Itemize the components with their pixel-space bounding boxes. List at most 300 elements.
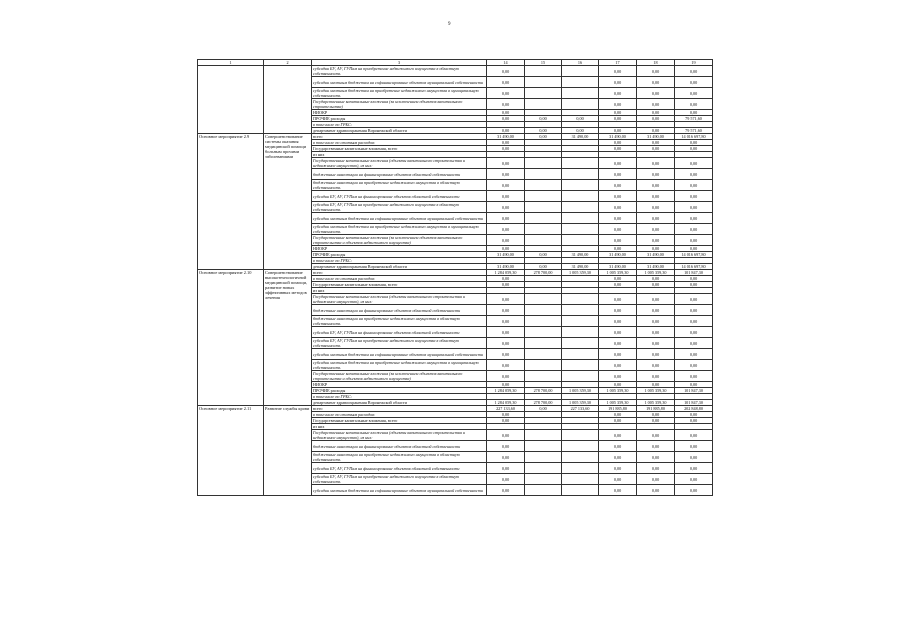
expense-category-label: бюджетные инвестиции на приобретение недвижимого имущества в областную собственность [312,180,487,191]
amount-cell: 0,00 [487,327,525,338]
amount-cell: 0,00 [637,418,675,424]
amount-cell: 0,00 [675,146,713,152]
expense-category-label: бюджетные инвестиции на приобретение недвижимого имущества в областную собственность [312,316,487,327]
expense-category-label: НИОКР [312,246,487,252]
expense-category-label: из них [312,424,487,430]
expense-category-label: в том числе по ГРБС: [312,258,487,264]
amount-cell: 0,00 [675,338,713,349]
expense-category-label: субсидии местным бюджетам на приобретение недвижимого имущества в муниципальную собственность [312,224,487,235]
amount-cell: 0,00 [487,116,525,122]
amount-cell [562,371,599,382]
amount-cell: 0,00 [637,382,675,388]
amount-cell: 0,00 [637,474,675,485]
amount-cell: 0,00 [599,418,637,424]
amount-cell: 0,00 [487,213,525,224]
amount-cell: 0,00 [487,441,525,452]
expense-category-label: всего [312,270,487,276]
amount-cell [562,66,599,77]
amount-cell: 0,00 [637,371,675,382]
amount-cell: 0,00 [637,99,675,110]
amount-cell [562,235,599,246]
amount-cell: 0,00 [599,360,637,371]
amount-cell: 0,00 [675,88,713,99]
column-header: 1 [198,60,264,66]
amount-cell: 0,00 [637,88,675,99]
amount-cell: 79 571,60 [675,116,713,122]
amount-cell: 0,00 [487,202,525,213]
amount-cell: 0,00 [599,110,637,116]
amount-cell [562,327,599,338]
expense-category-label: департамент здравоохранения Воронежской области [312,264,487,270]
amount-cell: 0,00 [599,294,637,305]
amount-cell: 0,00 [487,110,525,116]
amount-cell: 0,00 [637,77,675,88]
amount-cell [562,485,599,496]
amount-cell: 0,00 [487,474,525,485]
amount-cell: 31 490,00 [562,134,599,140]
amount-cell [562,191,599,202]
amount-cell [562,349,599,360]
amount-cell: 0,00 [487,430,525,441]
amount-cell: 31 490,00 [487,134,525,140]
amount-cell [525,452,562,463]
amount-cell: 0,00 [599,128,637,134]
expense-category-label: субсидии местным бюджетам на софинансирование объектов муниципальной собственности [312,485,487,496]
amount-cell: 0,00 [675,452,713,463]
amount-cell: 101 847,30 [675,400,713,406]
amount-cell: 0,00 [675,235,713,246]
amount-cell: 1 005 359,30 [637,400,675,406]
table-row [198,66,713,77]
amount-cell: 191 885,80 [599,406,637,412]
amount-cell: 0,00 [637,441,675,452]
amount-cell: 1 005 359,30 [599,270,637,276]
amount-cell: 0,00 [562,128,599,134]
amount-cell [562,213,599,224]
amount-cell: 227 133,60 [562,406,599,412]
amount-cell [562,452,599,463]
expense-category-label: бюджетные инвестиции на финансирование объектов областной собственности [312,169,487,180]
amount-cell: 0,00 [637,327,675,338]
amount-cell: 31 490,00 [599,252,637,258]
expense-category-label: субсидии местным бюджетам на приобретение недвижимого имущества в муниципальную собственность [312,360,487,371]
amount-cell: 0,00 [675,158,713,169]
amount-cell: 0,00 [599,474,637,485]
amount-cell: 0,00 [637,463,675,474]
amount-cell: 0,00 [675,66,713,77]
amount-cell: 0,00 [675,371,713,382]
amount-cell: 0,00 [637,191,675,202]
amount-cell [562,441,599,452]
amount-cell [525,191,562,202]
expense-category-label: Государственные капитальные вложения (объекты капитального строительства и недвижимое имущество), из них: [312,430,487,441]
amount-cell: 0,00 [599,202,637,213]
expense-category-label: всего [312,406,487,412]
amount-cell: 0,00 [637,294,675,305]
amount-cell: 0,00 [599,66,637,77]
activity-name: Развитие службы крови [264,406,312,496]
activity-code: Основное мероприятие 2.9 [198,134,264,270]
amount-cell: 0,00 [599,349,637,360]
amount-cell [562,99,599,110]
amount-cell: 0,00 [487,463,525,474]
amount-cell: 0,00 [637,276,675,282]
amount-cell: 191 885,80 [637,406,675,412]
amount-cell [525,371,562,382]
expense-category-label: Государственные капитальные вложения (объекты капитального строительства и недвижимое имущество), из них: [312,294,487,305]
expense-category-label: Государственные капитальные вложения (объекты капитального строительства и недвижимое имущество), из них: [312,158,487,169]
amount-cell: 1 284 059,30 [487,270,525,276]
amount-cell: 0,00 [637,452,675,463]
amount-cell [525,213,562,224]
expense-category-label: субсидии местным бюджетам на софинансирование объектов муниципальной собственности [312,77,487,88]
amount-cell: 14 016 697,80 [675,134,713,140]
amount-cell [525,66,562,77]
amount-cell: 0,00 [487,169,525,180]
column-header: 15 [525,60,562,66]
amount-cell: 0,00 [525,134,562,140]
amount-cell: 79 571,60 [675,128,713,134]
amount-cell: 14 016 697,80 [675,264,713,270]
amount-cell: 0,00 [637,202,675,213]
column-header: 14 [487,60,525,66]
amount-cell: 0,00 [599,276,637,282]
amount-cell [562,316,599,327]
expense-category-label: из них [312,288,487,294]
amount-cell: 0,00 [525,128,562,134]
amount-cell: 0,00 [637,110,675,116]
activity-code: Основное мероприятие 2.11 [198,406,264,496]
amount-cell: 0,00 [599,382,637,388]
amount-cell: 31 490,00 [599,134,637,140]
amount-cell: 0,00 [675,327,713,338]
amount-cell: 1 005 359,30 [562,270,599,276]
expense-category-label: Государственные капитальные вложения, всего [312,146,487,152]
amount-cell: 0,00 [675,77,713,88]
amount-cell: 0,00 [487,140,525,146]
amount-cell: 101 847,30 [675,270,713,276]
amount-cell: 0,00 [599,338,637,349]
amount-cell: 0,00 [675,180,713,191]
amount-cell: 0,00 [487,338,525,349]
amount-cell: 0,00 [487,371,525,382]
amount-cell: 0,00 [675,382,713,388]
expense-category-label: Государственные капитальные вложения (за исключением объектов капитального строительства и объектов недвижимого имущества) [312,235,487,246]
amount-cell: 0,00 [599,99,637,110]
amount-cell: 0,00 [675,140,713,146]
amount-cell [562,224,599,235]
amount-cell [525,88,562,99]
amount-cell: 0,00 [487,294,525,305]
amount-cell: 0,00 [487,191,525,202]
expense-category-label: ПРОЧИЕ расходы [312,116,487,122]
budget-table [197,59,713,496]
amount-cell: 0,00 [487,418,525,424]
amount-cell: 1 005 359,30 [637,388,675,394]
amount-cell: 0,00 [675,441,713,452]
amount-cell: 0,00 [675,360,713,371]
amount-cell: 0,00 [675,349,713,360]
amount-cell: 0,00 [637,338,675,349]
amount-cell [525,224,562,235]
amount-cell [562,294,599,305]
amount-cell: 0,00 [675,474,713,485]
amount-cell: 0,00 [599,88,637,99]
amount-cell: 227 133,60 [487,406,525,412]
amount-cell: 0,00 [637,146,675,152]
amount-cell: 101 847,30 [675,388,713,394]
expense-category-label: департамент здравоохранения Воронежской области [312,128,487,134]
expense-category-label: Государственные капитальные вложения (за исключением объектов капитального строительства) [312,99,487,110]
amount-cell [562,338,599,349]
amount-cell: 0,00 [599,327,637,338]
amount-cell [525,305,562,316]
amount-cell: 0,00 [487,276,525,282]
expense-category-label: Государственные капитальные вложения, всего [312,418,487,424]
amount-cell: 31 490,00 [637,134,675,140]
amount-cell [525,202,562,213]
amount-cell: 0,00 [675,485,713,496]
amount-cell: 0,00 [487,128,525,134]
amount-cell: 0,00 [525,116,562,122]
expense-category-label: субсидии БУ, АУ, ГУПам на финансирование объектов областной собственности [312,191,487,202]
amount-cell: 0,00 [599,116,637,122]
amount-cell: 0,00 [675,282,713,288]
amount-cell: 0,00 [675,246,713,252]
amount-cell: 0,00 [487,349,525,360]
amount-cell: 0,00 [675,316,713,327]
amount-cell: 0,00 [599,452,637,463]
expense-category-label: субсидии местным бюджетам на софинансирование объектов муниципальной собственности [312,213,487,224]
amount-cell: 0,00 [599,235,637,246]
expense-category-label: субсидии БУ, АУ, ГУПам на приобретение недвижимого имущества в областную собственность [312,66,487,77]
amount-cell: 0,00 [599,180,637,191]
expense-category-label: НИОКР [312,382,487,388]
amount-cell: 0,00 [487,235,525,246]
amount-cell: 0,00 [637,224,675,235]
expense-category-label: в том числе по статьям расходов: [312,276,487,282]
amount-cell: 0,00 [675,294,713,305]
amount-cell: 0,00 [637,282,675,288]
amount-cell: 0,00 [525,264,562,270]
amount-cell: 31 490,00 [599,264,637,270]
amount-cell [562,430,599,441]
amount-cell [525,463,562,474]
amount-cell: 0,00 [637,360,675,371]
amount-cell: 0,00 [599,412,637,418]
amount-cell: 0,00 [637,412,675,418]
amount-cell: 0,00 [637,430,675,441]
column-header: 16 [562,60,599,66]
amount-cell [525,294,562,305]
expense-category-label: субсидии местным бюджетам на приобретение недвижимого имущества в муниципальную собственность [312,88,487,99]
amount-cell: 0,00 [599,282,637,288]
amount-cell: 0,00 [487,99,525,110]
amount-cell [562,305,599,316]
expense-category-label: субсидии местным бюджетам на софинансирование объектов муниципальной собственности [312,349,487,360]
amount-cell [525,338,562,349]
amount-cell: 278 700,00 [525,388,562,394]
amount-cell: 0,00 [675,276,713,282]
expense-category-label: субсидии БУ, АУ, ГУПам на приобретение недвижимого имущества в областную собственность [312,474,487,485]
amount-cell: 0,00 [599,430,637,441]
amount-cell: 1 005 359,30 [599,400,637,406]
amount-cell: 202 848,80 [675,406,713,412]
amount-cell: 31 490,00 [637,252,675,258]
expense-category-label: ПРОЧИЕ расходы [312,388,487,394]
amount-cell: 0,00 [525,406,562,412]
amount-cell: 0,00 [487,77,525,88]
amount-cell: 0,00 [487,485,525,496]
column-header: 18 [637,60,675,66]
amount-cell: 0,00 [487,88,525,99]
expense-category-label: в том числе по ГРБС: [312,394,487,400]
expense-category-label: НИОКР [312,110,487,116]
amount-cell: 1 284 059,30 [487,400,525,406]
expense-category-label: ПРОЧИЕ расходы [312,252,487,258]
amount-cell: 31 490,00 [562,252,599,258]
amount-cell [525,158,562,169]
activity-code [198,66,264,134]
expense-category-label: Государственные капитальные вложения, всего [312,282,487,288]
amount-cell: 0,00 [675,202,713,213]
amount-cell: 0,00 [562,116,599,122]
amount-cell: 0,00 [487,224,525,235]
amount-cell [562,202,599,213]
amount-cell: 0,00 [487,316,525,327]
activity-name: Совершенствование высокотехнологичной медицинской помощи, развитие новых эффективных методов лечения [264,270,312,406]
amount-cell: 0,00 [675,99,713,110]
expense-category-label: субсидии БУ, АУ, ГУПам на приобретение недвижимого имущества в областную собственность [312,202,487,213]
amount-cell: 0,00 [675,412,713,418]
amount-cell: 0,00 [675,224,713,235]
column-header: 19 [675,60,713,66]
amount-cell: 0,00 [637,485,675,496]
amount-cell: 0,00 [637,180,675,191]
amount-cell: 0,00 [599,463,637,474]
expense-category-label: в том числе по статьям расходов: [312,412,487,418]
amount-cell: 0,00 [487,180,525,191]
expense-category-label: из них [312,152,487,158]
amount-cell: 0,00 [637,140,675,146]
activity-code: Основное мероприятие 2.10 [198,270,264,406]
amount-cell [525,430,562,441]
amount-cell: 0,00 [675,463,713,474]
amount-cell: 0,00 [487,246,525,252]
amount-cell: 0,00 [487,66,525,77]
activity-name: Совершенствование системы оказания медицинской помощи больным прочими заболеваниями [264,134,312,270]
amount-cell: 0,00 [487,305,525,316]
amount-cell: 0,00 [487,282,525,288]
amount-cell: 0,00 [599,316,637,327]
amount-cell: 0,00 [599,169,637,180]
amount-cell: 0,00 [599,77,637,88]
amount-cell [525,77,562,88]
amount-cell: 0,00 [487,382,525,388]
amount-cell [525,485,562,496]
amount-cell: 0,00 [599,371,637,382]
expense-category-label: субсидии БУ, АУ, ГУПам на приобретение недвижимого имущества в областную собственность [312,338,487,349]
amount-cell: 0,00 [487,360,525,371]
amount-cell: 31 490,00 [637,264,675,270]
amount-cell: 31 490,00 [487,252,525,258]
amount-cell: 0,00 [599,305,637,316]
amount-cell: 0,00 [637,128,675,134]
amount-cell [562,180,599,191]
expense-category-label: бюджетные инвестиции на приобретение недвижимого имущества в областную собственность [312,452,487,463]
amount-cell [525,360,562,371]
expense-category-label: департамент здравоохранения Воронежской области [312,400,487,406]
amount-cell: 0,00 [599,224,637,235]
amount-cell [562,88,599,99]
amount-cell: 0,00 [637,349,675,360]
column-header: 3 [312,60,487,66]
amount-cell: 1 005 359,30 [637,270,675,276]
amount-cell [525,99,562,110]
amount-cell: 0,00 [599,146,637,152]
expense-category-label: субсидии БУ, АУ, ГУПам на финансирование объектов областной собственности [312,463,487,474]
amount-cell: 0,00 [637,158,675,169]
amount-cell: 0,00 [675,430,713,441]
amount-cell: 278 700,00 [525,270,562,276]
expense-category-label: в том числе по ГРБС: [312,122,487,128]
expense-category-label: бюджетные инвестиции на финансирование объектов областной собственности [312,305,487,316]
amount-cell: 0,00 [637,235,675,246]
expense-category-label: субсидии БУ, АУ, ГУПам на финансирование объектов областной собственности [312,327,487,338]
expense-category-label: всего [312,134,487,140]
amount-cell: 0,00 [637,66,675,77]
amount-cell: 0,00 [675,191,713,202]
amount-cell [562,77,599,88]
amount-cell [525,349,562,360]
amount-cell: 1 005 359,30 [599,388,637,394]
amount-cell [525,180,562,191]
expense-category-label: в том числе по статьям расходов: [312,140,487,146]
amount-cell [525,474,562,485]
amount-cell: 0,00 [487,146,525,152]
amount-cell: 0,00 [637,116,675,122]
amount-cell: 278 700,00 [525,400,562,406]
amount-cell [525,316,562,327]
amount-cell: 0,00 [487,158,525,169]
page-number: 9 [448,22,451,27]
amount-cell: 14 016 697,80 [675,252,713,258]
amount-cell: 0,00 [599,485,637,496]
amount-cell: 0,00 [675,213,713,224]
amount-cell: 0,00 [599,158,637,169]
amount-cell [562,169,599,180]
amount-cell [562,474,599,485]
amount-cell: 0,00 [675,110,713,116]
amount-cell [525,441,562,452]
expense-category-label: бюджетные инвестиции на финансирование объектов областной собственности [312,441,487,452]
amount-cell: 0,00 [675,169,713,180]
table-body [198,66,713,496]
activity-name [264,66,312,134]
amount-cell: 1 005 359,30 [562,388,599,394]
expense-category-label: Государственные капитальные вложения (за исключением объектов капитального строительства и объектов недвижимого имущества) [312,371,487,382]
amount-cell: 0,00 [599,246,637,252]
amount-cell: 0,00 [487,452,525,463]
amount-cell: 0,00 [599,441,637,452]
amount-cell: 0,00 [637,213,675,224]
amount-cell: 0,00 [599,140,637,146]
amount-cell: 0,00 [675,418,713,424]
amount-cell: 0,00 [525,252,562,258]
amount-cell: 1 005 359,30 [562,400,599,406]
amount-cell: 0,00 [599,191,637,202]
amount-cell: 0,00 [675,305,713,316]
